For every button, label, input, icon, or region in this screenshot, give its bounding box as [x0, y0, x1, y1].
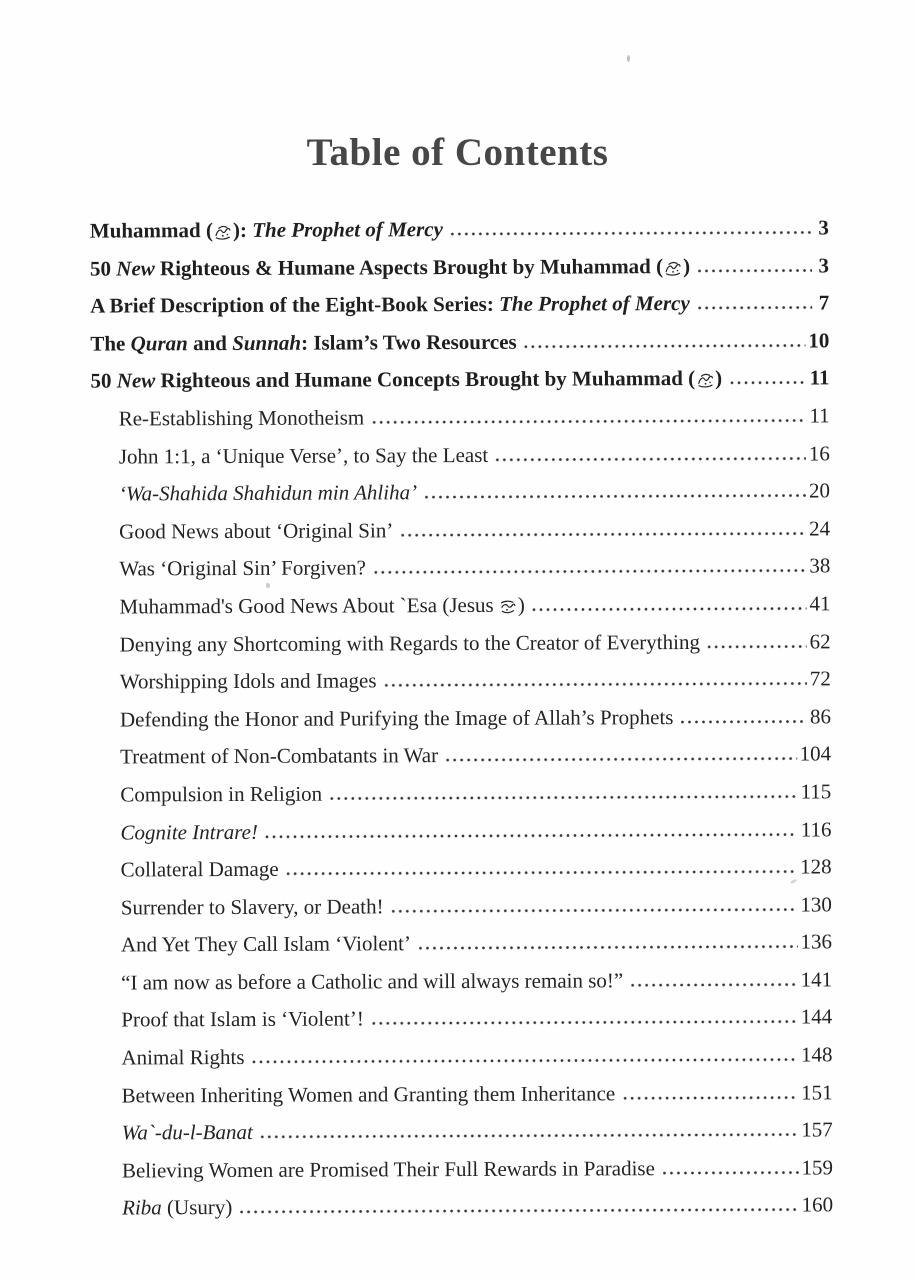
toc-entry-label	[120, 819, 258, 845]
toc-entry-page-number: 104	[799, 741, 832, 766]
toc-label-segment: Collateral Damage	[120, 856, 279, 882]
toc-entry-page-number: 148	[800, 1042, 833, 1067]
toc-entry-label	[121, 1045, 244, 1071]
toc-entry-label	[122, 1156, 655, 1183]
toc-entry-label	[121, 857, 279, 883]
toc-entry-label	[121, 894, 384, 920]
toc-entry-page-number: 41	[809, 591, 831, 616]
dot-leader	[696, 268, 812, 273]
toc-entry-label	[119, 518, 393, 544]
dot-leader	[383, 682, 807, 688]
toc-label-segment: Good News about ‘Original Sin’	[119, 518, 394, 544]
dot-leader	[629, 982, 797, 987]
toc-entry-page-number: 157	[801, 1117, 833, 1142]
toc-entry	[94, 1155, 833, 1196]
toc-entry-page-number: 115	[800, 779, 832, 804]
toc-label-segment: Righteous and Humane Concepts Brought by Muhammad (	[155, 366, 696, 393]
toc-entry-label	[90, 217, 443, 245]
toc-entry	[93, 854, 832, 895]
dot-leader	[706, 644, 807, 648]
scan-speck	[266, 583, 270, 588]
toc-label-segment: The Prophet of Mercy	[252, 217, 443, 242]
toc-entry-page-number: 86	[809, 704, 832, 729]
toc-entry-label	[120, 743, 438, 769]
toc-entry	[91, 554, 830, 595]
dot-leader	[372, 569, 806, 575]
toc-label-segment: A Brief Description of the Eight-Book Series:	[90, 292, 500, 318]
page-title: Table of Contents	[306, 131, 609, 174]
dot-leader	[444, 757, 797, 763]
toc-label-segment: New	[116, 368, 156, 393]
toc-entry	[93, 892, 832, 933]
sallallahu-alayhi-wa-sallam-symbol	[695, 367, 715, 392]
toc-label-segment: Believing Women are Promised Their Full Rewards in Paradise	[121, 1156, 655, 1183]
toc-label-segment: Re-Establishing Monotheism	[118, 405, 365, 431]
toc-entry	[92, 779, 831, 820]
toc-entry-page-number: 130	[800, 892, 832, 917]
toc-entry-page-number: 72	[809, 666, 831, 691]
toc-label-segment: 50	[89, 256, 117, 281]
toc-label-segment: Riba	[122, 1195, 162, 1220]
toc-label-segment: (Usury)	[161, 1195, 233, 1220]
toc-label-segment: ):	[232, 217, 253, 242]
toc-label-segment: Cognite Intrare!	[120, 819, 258, 844]
toc-entry-page-number: 62	[809, 628, 831, 654]
toc-label-segment: The	[90, 331, 131, 356]
toc-entry	[93, 967, 832, 1008]
toc-entry-page-number: 11	[809, 403, 830, 428]
toc-label-segment: and	[187, 330, 233, 355]
dot-leader	[531, 606, 807, 611]
toc-entry-label	[90, 366, 722, 395]
toc-label-segment: Denying any Shortcoming with Regards to the Creator of Everything	[119, 629, 701, 657]
toc-label-segment: Wa`-du-l-Banat	[121, 1120, 253, 1145]
toc-entry	[91, 516, 830, 557]
toc-label-segment: ‘Wa-Shahida Shahidun min Ahliha’	[118, 480, 418, 506]
toc-entry	[93, 1042, 832, 1083]
toc-label-segment: “I am now as before a Catholic and will always remain so!”	[121, 968, 624, 995]
toc-entry-page-number: 116	[800, 816, 832, 842]
toc-entry-page-number: 151	[801, 1080, 833, 1105]
toc-label-segment: Worshipping Idols and Images	[119, 668, 377, 694]
dot-leader	[494, 456, 806, 461]
toc-entry-label	[120, 629, 700, 657]
toc-entry-page-number: 141	[800, 967, 833, 992]
toc-entry-page-number: 24	[809, 516, 831, 541]
toc-entry-label	[121, 932, 411, 958]
toc-entry	[91, 441, 830, 482]
toc-entry-label	[90, 291, 690, 319]
toc-label-segment: )	[683, 253, 691, 278]
dot-leader	[370, 1020, 798, 1026]
toc-entry	[90, 291, 829, 332]
toc-label-segment: Proof that Islam is ‘Violent’!	[121, 1006, 364, 1032]
toc-entry-page-number: 20	[808, 478, 831, 503]
toc-label-segment: Sunnah	[232, 330, 302, 355]
scan-speck	[627, 55, 630, 62]
toc-entry-page-number: 136	[800, 929, 833, 954]
dot-leader	[264, 832, 798, 838]
toc-label-segment: And Yet They Call Islam ‘Violent’	[120, 931, 412, 957]
toc-entry-label	[119, 442, 488, 469]
toc-entry	[91, 479, 830, 520]
toc-entry-page-number: 16	[808, 440, 830, 466]
toc-entry-label	[121, 1007, 364, 1033]
toc-entry	[91, 591, 830, 632]
toc-entry-page-number: 11	[809, 365, 830, 390]
toc-entry-page-number: 159	[801, 1155, 833, 1180]
toc-entry-page-number: 144	[800, 1004, 833, 1029]
toc-entry	[92, 704, 831, 745]
toc-entry	[90, 328, 829, 369]
toc-entry-label	[119, 593, 525, 621]
toc-entry-label	[121, 968, 623, 995]
sallallahu-alayhi-wa-sallam-symbol	[213, 219, 233, 244]
toc-label-segment: The Prophet of Mercy	[498, 291, 690, 317]
toc-entry	[92, 667, 831, 708]
toc-entry-page-number: 10	[808, 328, 830, 353]
toc-entry-page-number: 3	[818, 215, 829, 240]
toc-entry-page-number: 38	[809, 553, 831, 578]
toc-label-segment: Righteous & Humane Aspects Brought by Muhammad (	[154, 253, 664, 280]
toc-entry-label	[90, 330, 516, 357]
dot-leader	[285, 870, 797, 876]
toc-label-segment: Animal Rights	[121, 1045, 245, 1070]
table-of-contents	[90, 215, 833, 1233]
toc-entry-label	[119, 405, 365, 431]
toc-label-segment: Muhammad (	[89, 218, 213, 243]
toc-entry	[90, 253, 829, 294]
toc-entry-label	[90, 254, 690, 283]
toc-label-segment: Between Inheriting Women and Granting them Inheritance	[121, 1080, 616, 1108]
dot-leader	[728, 381, 807, 385]
dot-leader	[679, 719, 807, 724]
dot-leader	[328, 794, 797, 800]
toc-entry-label	[122, 1120, 253, 1146]
toc-label-segment: Defending the Honor and Purifying the Image of Allah’s Prophets	[119, 704, 674, 732]
toc-label-segment: )	[517, 592, 525, 617]
dot-leader	[661, 1170, 799, 1175]
toc-label-segment: Was ‘Original Sin’ Forgiven?	[119, 555, 366, 581]
alayhis-salam-symbol	[499, 594, 518, 619]
toc-entry-label	[122, 1081, 616, 1108]
toc-label-segment: Quran	[130, 330, 188, 356]
toc-label-segment: Surrender to Slavery, or Death!	[120, 894, 384, 920]
toc-entry-page-number: 3	[818, 252, 830, 278]
dot-leader	[423, 494, 806, 500]
dot-leader	[390, 907, 798, 913]
dot-leader	[621, 1095, 798, 1100]
dot-leader	[417, 945, 798, 951]
dot-leader	[523, 343, 806, 348]
toc-label-segment: )	[715, 366, 723, 391]
toc-entry	[93, 930, 832, 971]
toc-label-segment: Compulsion in Religion	[120, 781, 323, 807]
dot-leader	[238, 1208, 798, 1214]
toc-entry	[94, 1080, 833, 1121]
toc-entry	[94, 1118, 833, 1159]
toc-entry-label	[120, 668, 377, 694]
toc-entry-label	[119, 556, 366, 582]
toc-label-segment: 50	[90, 368, 117, 393]
toc-entry	[93, 1005, 832, 1046]
toc-entry-page-number: 7	[818, 290, 830, 315]
toc-label-segment: Muhammad's Good News About `Esa (Jesus	[119, 592, 499, 619]
toc-entry	[90, 366, 829, 407]
toc-entry-page-number: 128	[800, 854, 832, 879]
dot-leader	[370, 418, 806, 424]
toc-entry	[90, 215, 829, 256]
toc-entry	[92, 817, 831, 858]
toc-entry-label	[122, 1195, 232, 1220]
toc-label-segment: : Islam’s Two Resources	[301, 329, 517, 355]
toc-entry-page-number: 160	[801, 1192, 834, 1217]
toc-entry	[91, 403, 830, 444]
dot-leader	[399, 531, 806, 537]
toc-label-segment: New	[116, 255, 155, 281]
sallallahu-alayhi-wa-sallam-symbol	[663, 255, 683, 280]
toc-label-segment: John 1:1, a ‘Unique Verse’, to Say the Least	[118, 442, 489, 469]
toc-entry-label	[120, 705, 674, 732]
toc-entry	[92, 742, 831, 783]
dot-leader	[251, 1058, 798, 1064]
toc-entry-label	[120, 782, 322, 808]
dot-leader	[259, 1133, 798, 1139]
toc-entry	[94, 1193, 833, 1234]
dot-leader	[696, 306, 812, 311]
toc-entry	[92, 629, 831, 670]
toc-entry-label	[119, 480, 417, 506]
toc-label-segment: Treatment of Non-Combatants in War	[120, 743, 439, 769]
dot-leader	[449, 230, 812, 236]
